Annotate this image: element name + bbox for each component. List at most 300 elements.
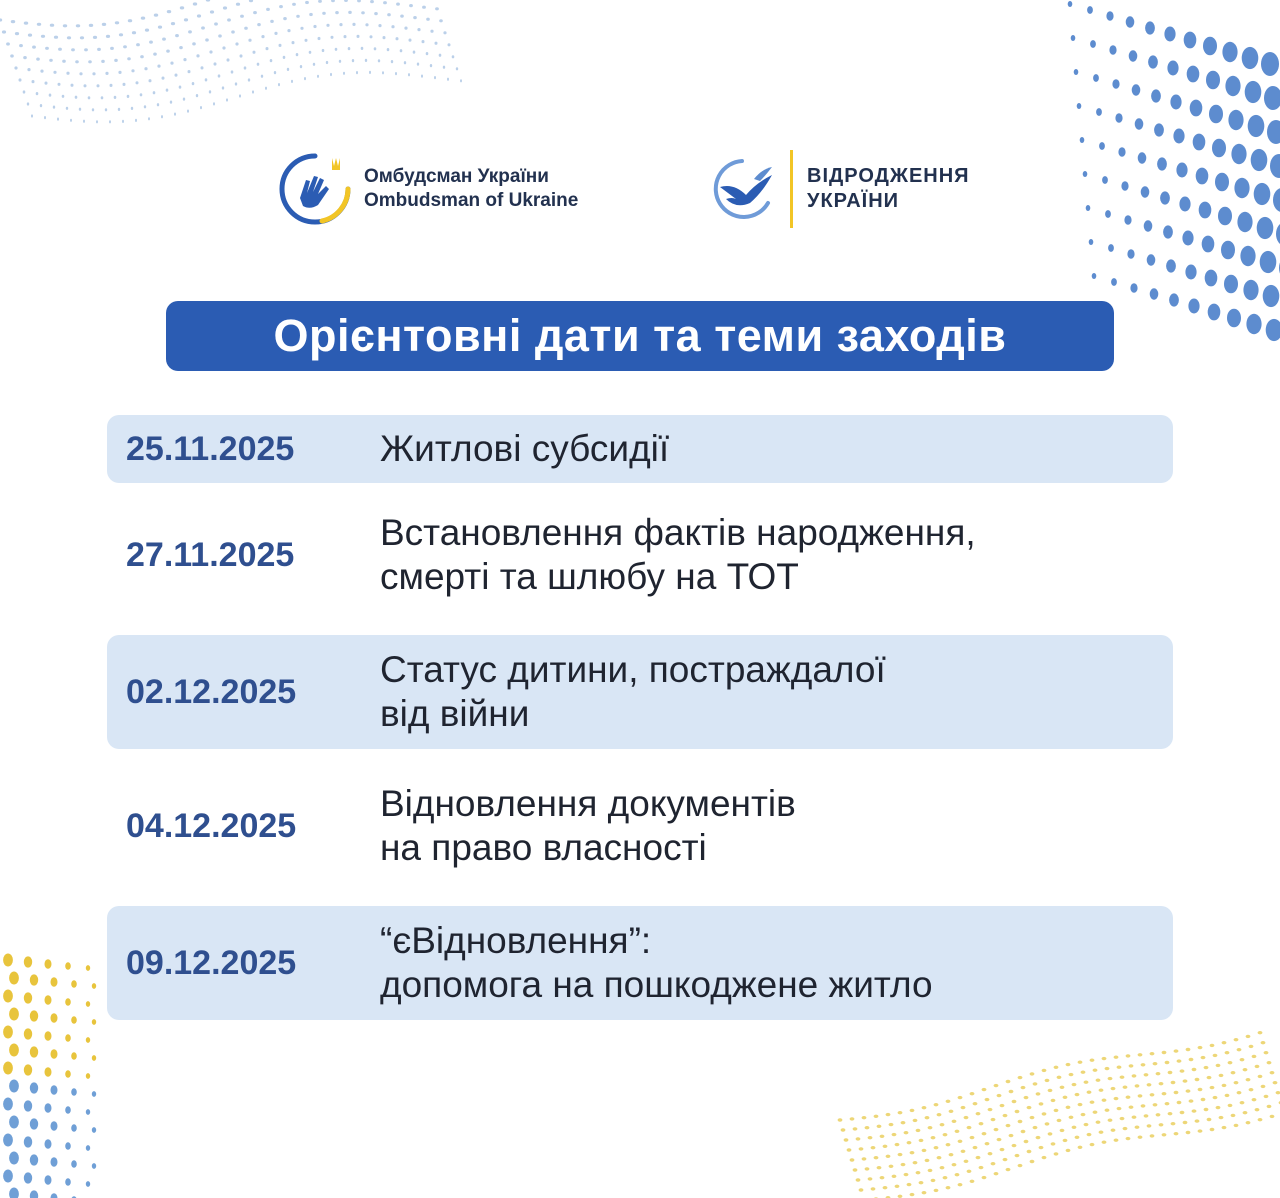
decor-dot	[257, 63, 260, 66]
decor-dot	[292, 3, 296, 6]
decor-dot	[114, 96, 117, 99]
event-topic-line: від війни	[380, 693, 530, 734]
decor-dot	[300, 65, 302, 68]
decor-dot	[235, 42, 238, 45]
decor-dot	[1206, 71, 1220, 90]
decor-dot	[1225, 1051, 1230, 1054]
decor-dot	[949, 1110, 954, 1113]
decor-dot	[86, 1073, 90, 1079]
decor-dot	[27, 102, 29, 105]
decor-dot	[862, 1157, 867, 1160]
decor-dot	[119, 33, 123, 36]
decor-dot	[964, 1116, 969, 1119]
decor-dot	[895, 1185, 900, 1188]
decor-dot	[1027, 1150, 1032, 1153]
decor-dot	[170, 101, 172, 104]
decor-dot	[1099, 142, 1105, 150]
decor-dot	[1074, 69, 1079, 75]
decor-dot	[865, 1167, 870, 1170]
decor-dot	[3, 1170, 13, 1183]
decor-dot	[222, 86, 224, 89]
decor-dot	[1090, 1101, 1095, 1104]
decor-dot	[257, 23, 261, 26]
decor-dot	[1115, 113, 1122, 123]
decor-dot	[946, 1186, 951, 1189]
decor-dot	[118, 108, 120, 111]
decor-dot	[86, 965, 90, 971]
decor-dot	[1276, 1091, 1280, 1094]
decor-dot	[9, 972, 19, 985]
decor-dot	[331, 36, 334, 39]
decor-dot	[1198, 1088, 1203, 1091]
decor-dot	[36, 92, 39, 95]
decor-dot	[1204, 1066, 1209, 1069]
decor-dot	[261, 35, 264, 38]
decor-dot	[434, 76, 436, 79]
event-topic-line: “єВідновлення”:	[380, 920, 652, 961]
decor-dot	[1132, 84, 1141, 95]
decor-dot	[214, 62, 217, 65]
decor-dot	[1129, 50, 1138, 61]
decor-dot	[1257, 217, 1274, 239]
decor-dot	[1003, 1158, 1008, 1161]
decor-dot	[296, 15, 300, 18]
decor-dot	[1060, 1086, 1065, 1089]
decor-dot	[339, 60, 341, 63]
decor-dot	[1126, 1096, 1131, 1099]
decor-dot	[1219, 1074, 1224, 1077]
decor-dot	[45, 959, 52, 968]
decor-dot	[97, 84, 100, 87]
decor-dot	[1092, 273, 1097, 279]
decor-dot	[1057, 1076, 1062, 1079]
decor-dot	[1237, 212, 1252, 232]
decor-dot	[1123, 1127, 1128, 1130]
decor-dot	[161, 115, 163, 118]
decor-dot	[70, 119, 72, 122]
decor-dot	[943, 1176, 948, 1179]
decor-dot	[1192, 1068, 1197, 1071]
decor-dot	[937, 1156, 942, 1159]
decor-dot	[946, 1100, 951, 1103]
decor-dot	[1205, 270, 1218, 287]
decor-dot	[1018, 1076, 1023, 1079]
decor-dot	[51, 1157, 58, 1166]
decor-dot	[179, 46, 183, 49]
decor-dot	[1267, 1105, 1272, 1108]
decor-dot	[868, 1136, 873, 1139]
decor-dot	[89, 24, 93, 27]
event-topic	[380, 782, 796, 870]
decor-dot	[1078, 1146, 1083, 1149]
vidrodzhennia-name-line2: УКРАЇНИ	[807, 190, 900, 212]
decor-dot	[1163, 225, 1173, 238]
decor-dot	[1169, 293, 1179, 306]
decor-dot	[131, 69, 134, 72]
decor-dot	[967, 1126, 972, 1129]
decor-dot	[1129, 1106, 1134, 1109]
decor-dot	[1222, 1126, 1227, 1129]
decor-dot	[86, 1001, 90, 1007]
decor-dot	[1000, 1104, 1005, 1107]
decor-dot	[1072, 1083, 1077, 1086]
decor-dot	[1078, 1061, 1083, 1064]
decor-dot	[1231, 1114, 1236, 1117]
decor-dot	[1187, 66, 1200, 83]
decor-dot	[1246, 314, 1261, 334]
decor-dot	[101, 96, 104, 99]
decor-dot	[1167, 61, 1178, 76]
decor-dot	[973, 1102, 978, 1105]
decor-dot	[131, 107, 133, 110]
decor-dot	[919, 1139, 924, 1142]
decor-dot	[844, 1138, 849, 1141]
decor-dot	[952, 1120, 957, 1123]
decor-dot	[44, 116, 46, 119]
decor-dot	[248, 78, 250, 81]
decor-dot	[961, 1150, 966, 1153]
decor-dot	[1258, 1118, 1263, 1121]
decor-dot	[409, 39, 412, 42]
decor-dot	[1093, 74, 1099, 82]
decor-dot	[65, 1106, 71, 1114]
decor-dot	[214, 22, 218, 25]
decor-dot	[170, 62, 173, 65]
decor-dot	[9, 1152, 19, 1165]
decor-dot	[391, 60, 393, 63]
decor-dot	[1207, 1118, 1212, 1121]
decor-dot	[110, 84, 113, 87]
decor-dot	[1210, 1128, 1215, 1131]
decor-dot	[51, 1085, 58, 1094]
decor-dot	[30, 1154, 38, 1165]
decor-dot	[92, 1055, 96, 1061]
decor-dot	[460, 79, 462, 82]
decor-dot	[396, 3, 400, 6]
decor-dot	[1120, 1076, 1125, 1079]
decor-dot	[274, 32, 277, 35]
decor-dot	[153, 53, 157, 56]
decor-dot	[1234, 178, 1249, 198]
decor-dot	[1054, 1066, 1059, 1069]
decor-dot	[1246, 1121, 1251, 1124]
decor-dot	[1273, 188, 1280, 212]
decor-dot	[1231, 1071, 1236, 1074]
decor-dot	[1166, 259, 1176, 272]
decor-dot	[305, 39, 308, 42]
decor-dot	[447, 78, 449, 81]
decor-dot	[167, 10, 171, 13]
decor-dot	[188, 30, 192, 33]
decor-dot	[62, 95, 65, 98]
event-topic-line: допомога на пошкоджене житло	[380, 964, 933, 1005]
decor-dot	[1144, 1073, 1149, 1076]
decor-dot	[279, 44, 282, 47]
decor-dot	[1225, 76, 1240, 96]
decor-dot	[404, 27, 407, 30]
decor-dot	[1164, 27, 1175, 42]
decor-dot	[53, 106, 55, 109]
decor-dot	[1249, 1045, 1254, 1048]
decor-dot	[24, 956, 32, 967]
decor-dot	[86, 1109, 90, 1115]
decor-dot	[80, 36, 84, 39]
decor-dot	[988, 1108, 993, 1111]
event-topic-line: Статус дитини, постраждалої	[380, 649, 886, 690]
event-row	[107, 415, 1173, 483]
decor-dot	[352, 59, 354, 62]
decor-dot	[922, 1149, 927, 1152]
decor-dot	[1086, 205, 1091, 211]
decor-dot	[922, 1106, 927, 1109]
decor-dot	[32, 46, 36, 49]
event-topic	[380, 427, 669, 471]
decor-dot	[1129, 1064, 1134, 1067]
decor-dot	[71, 1160, 77, 1168]
decor-dot	[240, 54, 243, 57]
decor-dot	[1117, 1107, 1122, 1110]
decor-dot	[84, 48, 88, 51]
decor-dot	[30, 974, 38, 985]
decor-dot	[1126, 1054, 1131, 1057]
decor-dot	[1254, 183, 1271, 205]
decor-dot	[105, 108, 107, 111]
decor-dot	[1066, 1106, 1071, 1109]
decor-dot	[36, 58, 40, 61]
decor-dot	[1184, 32, 1197, 49]
decor-dot	[71, 1124, 77, 1132]
decor-dot	[1255, 1065, 1260, 1068]
decor-dot	[1182, 231, 1193, 246]
decor-dot	[1114, 1097, 1119, 1100]
decor-dot	[1117, 1066, 1122, 1069]
decor-dot	[244, 27, 248, 30]
decor-dot	[892, 1133, 897, 1136]
decor-dot	[9, 1044, 19, 1057]
decor-dot	[883, 1186, 888, 1189]
decor-dot	[318, 0, 322, 3]
decor-dot	[383, 1, 387, 4]
decor-dot	[1081, 1071, 1086, 1074]
decor-dot	[979, 1122, 984, 1125]
decor-dot	[1183, 1079, 1188, 1082]
decor-dot	[1165, 1102, 1170, 1105]
decor-dot	[841, 1128, 846, 1131]
decor-dot	[1123, 1086, 1128, 1089]
decor-dot	[1112, 79, 1119, 89]
decor-dot	[1246, 1078, 1251, 1081]
decor-dot	[30, 1118, 38, 1129]
decor-dot	[9, 1008, 19, 1021]
decor-dot	[1075, 1136, 1080, 1139]
decor-dot	[317, 75, 319, 78]
decor-dot	[1111, 1087, 1116, 1090]
decor-dot	[949, 1153, 954, 1156]
decor-dot	[1208, 304, 1221, 321]
decor-dot	[122, 120, 124, 123]
decor-dot	[197, 14, 201, 17]
decor-dot	[1221, 241, 1235, 260]
decor-dot	[1198, 1129, 1203, 1132]
decor-dot	[356, 71, 358, 74]
event-topic-line: Житлові субсидії	[380, 428, 670, 469]
decor-dot	[175, 74, 178, 77]
decor-dot	[105, 72, 108, 75]
decor-dot	[71, 1016, 77, 1024]
decor-dot	[205, 78, 208, 81]
decor-dot	[45, 1175, 52, 1184]
decor-dot	[148, 117, 150, 120]
decor-dot	[1105, 210, 1111, 218]
decor-dot	[291, 80, 293, 83]
decor-dot	[45, 1067, 52, 1076]
decor-dot	[49, 94, 52, 97]
decor-dot	[1276, 222, 1280, 246]
decor-dot	[266, 47, 269, 50]
decor-dot	[1006, 1080, 1011, 1083]
decor-dot	[1156, 1072, 1161, 1075]
decor-dot	[1174, 1091, 1179, 1094]
decor-dot	[910, 1193, 915, 1196]
decor-dot	[1042, 1069, 1047, 1072]
event-topic-line: Відновлення документів	[380, 783, 796, 824]
decor-dot	[426, 52, 429, 55]
decor-dot	[183, 58, 186, 61]
decor-dot	[1102, 1141, 1107, 1144]
decor-dot	[344, 0, 348, 2]
decor-dot	[1168, 1112, 1173, 1115]
decor-dot	[1071, 35, 1076, 41]
decor-dot	[1240, 1058, 1245, 1061]
decor-dot	[361, 47, 364, 50]
decor-dot	[218, 34, 222, 37]
decor-dot	[1171, 1122, 1176, 1125]
decor-dot	[400, 15, 404, 18]
decor-dot	[1006, 1168, 1011, 1171]
decor-dot	[270, 20, 274, 23]
decor-dot	[1015, 1110, 1020, 1113]
event-row	[107, 635, 1173, 749]
decor-dot	[1180, 1111, 1185, 1114]
decor-dot	[901, 1121, 906, 1124]
decor-dot	[1261, 1085, 1266, 1088]
decor-dot	[187, 110, 189, 113]
decor-dot	[166, 50, 170, 53]
decor-dot	[961, 1106, 966, 1109]
decor-dot	[1069, 1116, 1074, 1119]
decor-dot	[23, 56, 27, 59]
decor-dot	[1174, 1049, 1179, 1052]
decor-dot	[1080, 137, 1085, 143]
decor-dot	[196, 94, 198, 97]
decor-dot	[395, 72, 397, 75]
decor-dot	[1114, 1056, 1119, 1059]
decor-dot	[118, 71, 121, 74]
decor-dot	[244, 66, 247, 69]
decor-dot	[157, 103, 159, 106]
decor-dot	[65, 1070, 71, 1078]
decor-dot	[382, 71, 384, 74]
decor-dot	[31, 114, 33, 117]
decor-dot	[1202, 236, 1215, 253]
decor-dot	[175, 34, 179, 37]
decor-dot	[206, 0, 210, 2]
decor-dot	[274, 71, 276, 74]
decor-dot	[934, 1189, 939, 1192]
decor-dot	[1121, 181, 1128, 191]
decor-dot	[110, 47, 114, 50]
decor-dot	[1189, 1099, 1194, 1102]
decor-dot	[1027, 1106, 1032, 1109]
decor-dot	[92, 108, 94, 111]
decor-dot	[63, 24, 67, 27]
decor-dot	[1006, 1124, 1011, 1127]
decor-dot	[92, 1127, 96, 1133]
decor-dot	[1106, 11, 1113, 21]
decor-dot	[1000, 1148, 1005, 1151]
decor-dot	[357, 35, 360, 38]
decor-dot	[439, 19, 443, 22]
decor-dot	[880, 1135, 885, 1138]
decor-dot	[361, 11, 365, 14]
decor-dot	[1087, 6, 1093, 14]
decor-dot	[326, 24, 329, 27]
decor-dot	[252, 90, 254, 93]
decor-dot	[265, 87, 267, 90]
decor-dot	[979, 1166, 984, 1169]
decor-dot	[1267, 1061, 1272, 1064]
decor-dot	[1157, 157, 1167, 170]
decor-dot	[901, 1163, 906, 1166]
decor-dot	[1030, 1160, 1035, 1163]
decor-dot	[145, 29, 149, 32]
event-date: 27.11.2025	[126, 535, 295, 574]
decor-dot	[10, 54, 14, 57]
decor-dot	[970, 1180, 975, 1183]
decor-dot	[374, 12, 378, 15]
decor-dot	[3, 1134, 13, 1147]
decor-dot	[1090, 1059, 1095, 1062]
decor-dot	[86, 1145, 90, 1151]
decor-dot	[1261, 52, 1279, 76]
decor-dot	[1081, 1113, 1086, 1116]
decor-dot	[1231, 144, 1246, 164]
decor-dot	[86, 1037, 90, 1043]
decor-dot	[1212, 139, 1226, 158]
decor-dot	[1036, 1136, 1041, 1139]
decor-dot	[3, 1062, 13, 1075]
decor-dot	[883, 1145, 888, 1148]
decor-dot	[149, 79, 152, 82]
event-date: 25.11.2025	[126, 429, 295, 468]
decor-dot	[856, 1178, 861, 1181]
decor-dot	[976, 1112, 981, 1115]
decor-dot	[1141, 1063, 1146, 1066]
decor-dot	[261, 75, 263, 78]
decor-dot	[154, 14, 158, 17]
decor-dot	[439, 54, 442, 57]
decor-dot	[1249, 1088, 1254, 1091]
decor-dot	[1204, 1108, 1209, 1111]
decor-dot	[240, 15, 244, 18]
decor-dot	[443, 66, 445, 69]
decor-dot	[92, 1019, 96, 1025]
decor-dot	[1145, 21, 1155, 34]
decor-dot	[174, 113, 176, 116]
event-row	[107, 906, 1173, 1020]
decor-dot	[850, 1158, 855, 1161]
decor-dot	[1171, 1081, 1176, 1084]
